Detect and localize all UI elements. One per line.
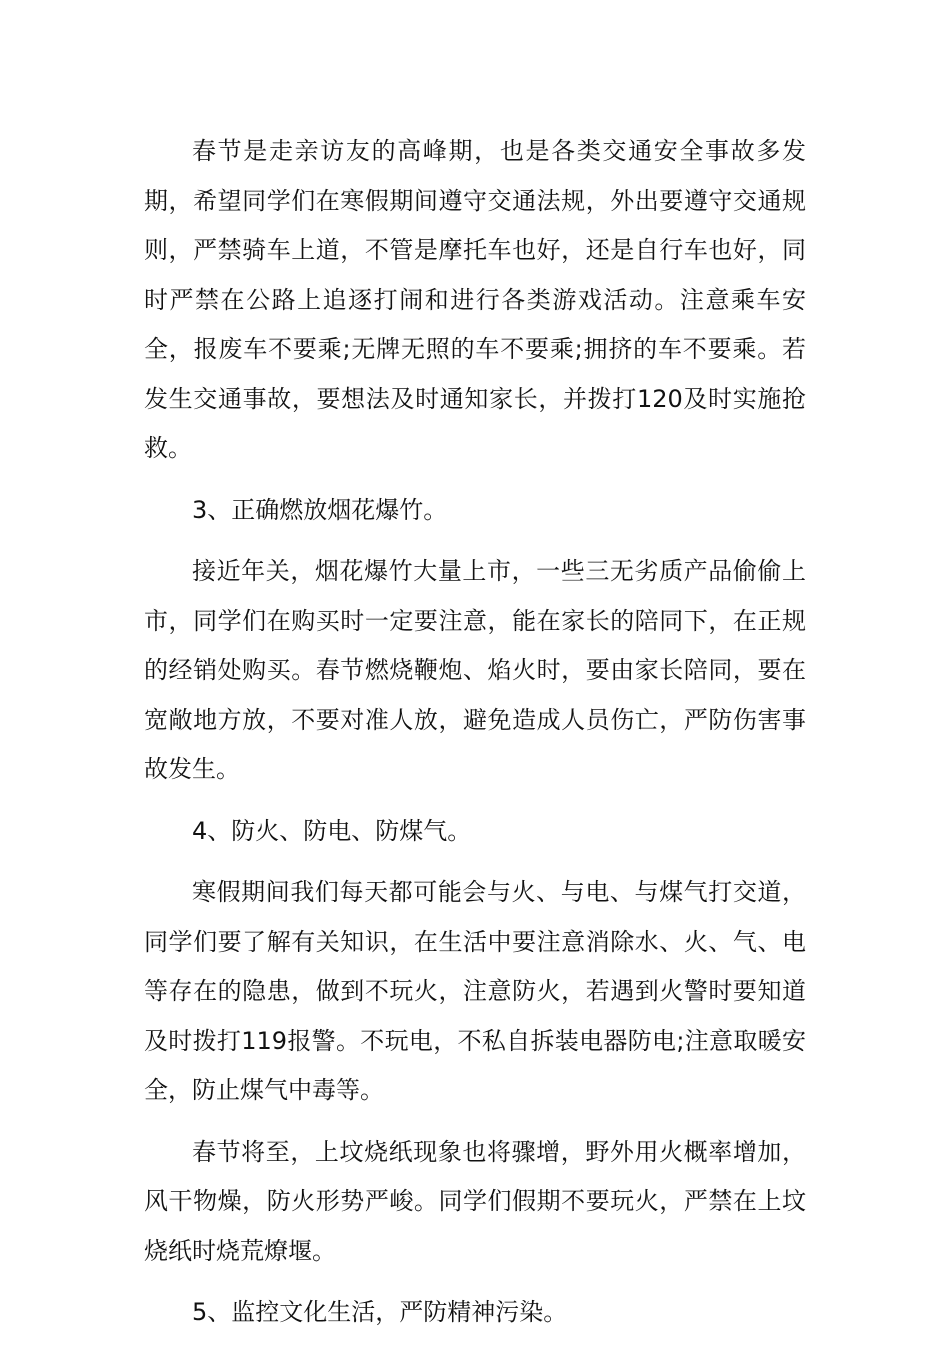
paragraph-fire-electricity-gas: 寒假期间我们每天都可能会与火、与电、与煤气打交道，同学们要了解有关知识，在生活中要注意消除水、火、气、电等存在的隐患，做到不玩火，注意防火，若遇到火警时要知道及时拨打119报警。不玩电，不私自拆装电器防电;注意取暖安全，防止煤气中毒等。 (144, 878, 806, 1104)
heading-cultural-life: 5、监控文化生活，严防精神污染。 (192, 1298, 568, 1326)
heading-fireworks: 3、正确燃放烟花爆竹。 (192, 495, 448, 524)
paragraph-fireworks: 接近年关，烟花爆竹大量上市，一些三无劣质产品偷偷上市，同学们在购买时一定要注意，能在家长的陪同下，在正规的经销处购买。春节燃烧鞭炮、焰火时，要由家长陪同，要在宽敞地方放，不要对准人放，避免造成人员伤亡，严防伤害事故发生。 (144, 557, 806, 783)
document-page (144, 127, 806, 1350)
heading-fire-electricity-gas: 4、防火、防电、防煤气。 (192, 816, 472, 845)
paragraph-traffic-safety: 春节是走亲访友的高峰期，也是各类交通安全事故多发期，希望同学们在寒假期间遵守交通法规，外出要遵守交通规则，严禁骑车上道，不管是摩托车也好，还是自行车也好，同时严禁在公路上追逐打闹和进行各类游戏活动。注意乘车安全，报废车不要乘;无牌无照的车不要乘;拥挤的车不要乘。若发生交通事故，要想法及时通知家长，并拨打120及时实施抢救。 (144, 137, 806, 462)
paragraph-fire-prevention: 春节将至，上坟烧纸现象也将骤增，野外用火概率增加，风干物燥，防火形势严峻。同学们假期不要玩火，严禁在上坟烧纸时烧荒燎堰。 (144, 1137, 806, 1265)
